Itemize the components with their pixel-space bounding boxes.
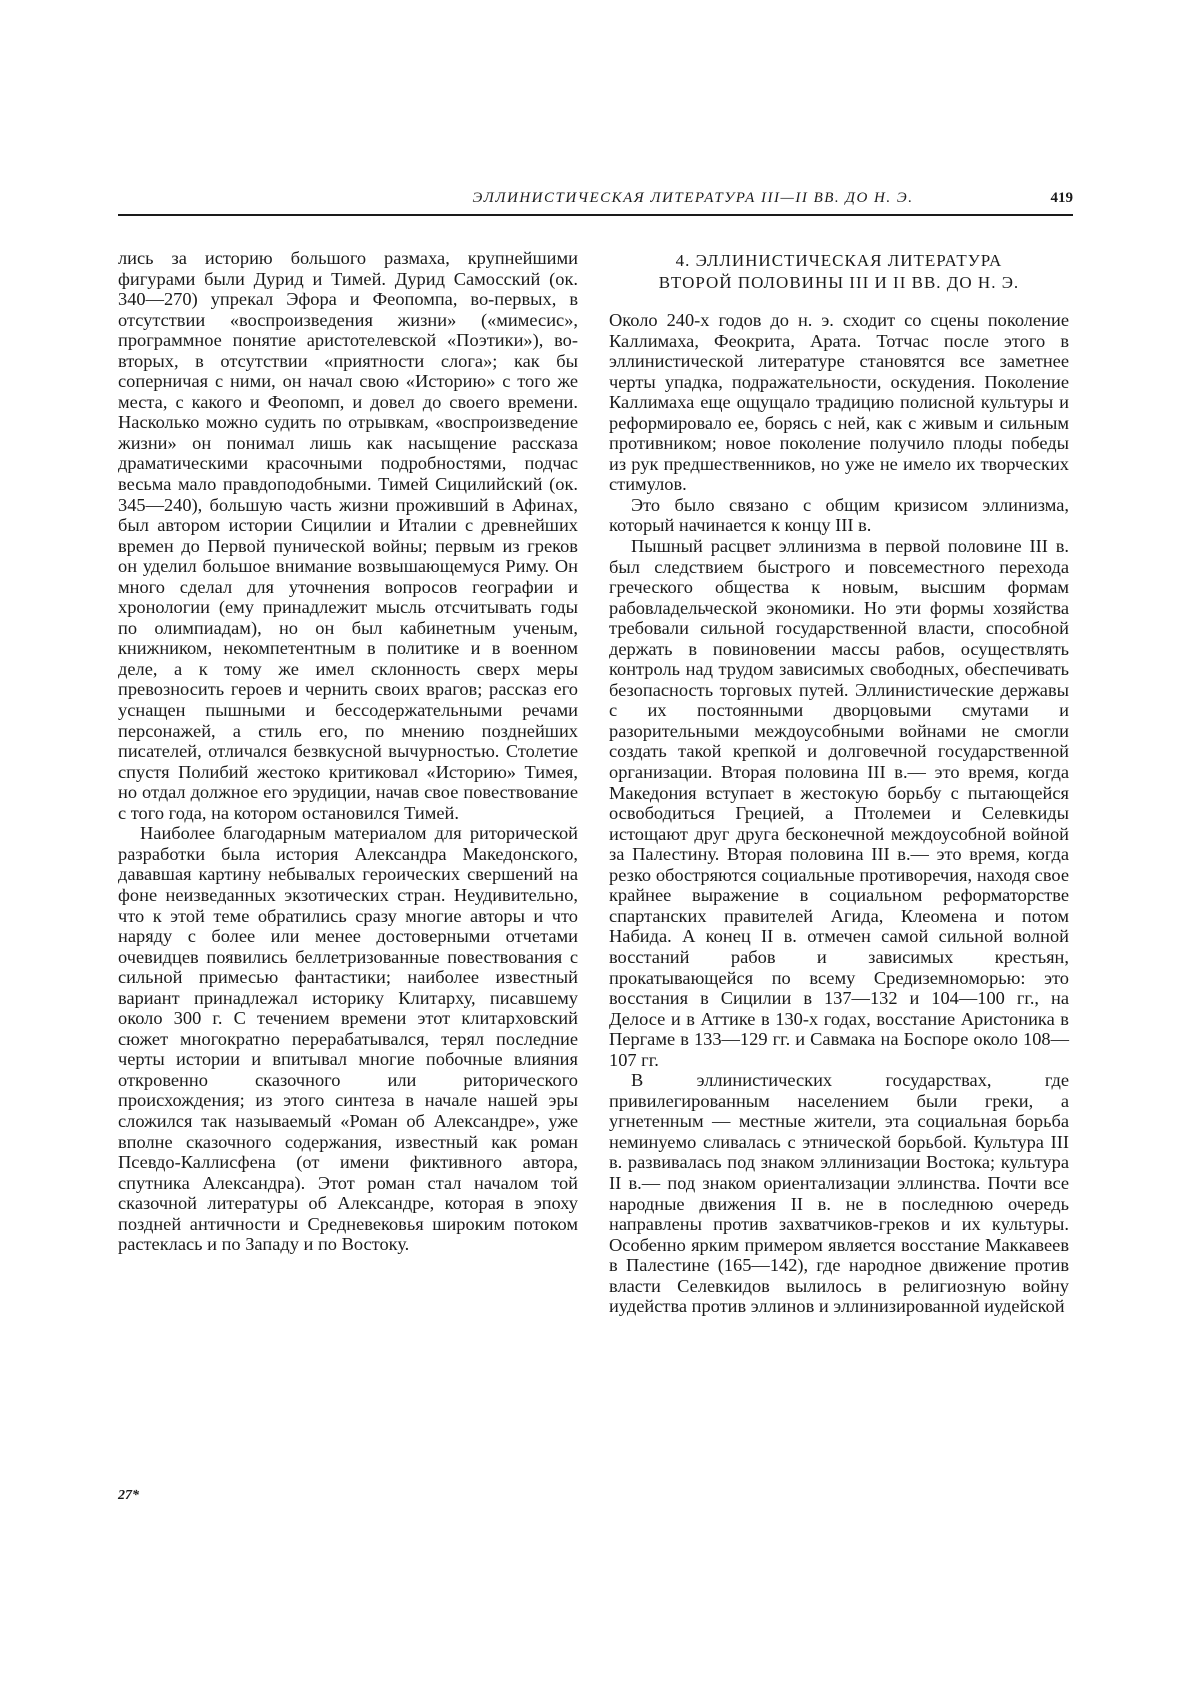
header-rule: [118, 214, 1073, 216]
section-title-line: 4. ЭЛЛИНИСТИЧЕСКАЯ ЛИТЕРАТУРА: [675, 251, 1003, 270]
paragraph: Это было связано с общим кризисом эллинизма, который начинается к концу III в.: [609, 494, 1069, 536]
paragraph: Наиболее благодарным материалом для риторической разработки была история Александра Македонского, дававшая картину небывалых героических свершений на фоне неизведанных экзотических стран. Неудивительно, что к этой теме обратились сразу многие авторы и что наряду с более или менее достоверными отчетами очевидцев появились беллетризованные повествования с сильной примесью фантастики; наиболее известный вариант принадлежал историку Клитарху, писавшему около 300 г. С течением времени этот клитарховский сюжет многократно перерабатывался, терял последние черты истории и впитывал многие побочные влияния откровенно сказочного или риторического происхождения; из этого синтеза в начале нашей эры сложился так называемый «Роман об Александре», уже вполне сказочного содержания, известный как роман Псевдо-Каллисфена (от имени фиктивного автора, спутника Александра). Этот роман стал началом той сказочной литературы об Александре, которая в эпоху поздней античности и Средневековья широким потоком растеклась и по Западу и по Востоку.: [118, 823, 578, 1255]
section-title-line: ВТОРОЙ ПОЛОВИНЫ III И II ВВ. ДО Н. Э.: [658, 273, 1020, 292]
running-title: ЭЛЛИНИСТИЧЕСКАЯ ЛИТЕРАТУРА III—II ВВ. ДО Н. Э.: [472, 190, 914, 206]
paragraph: В эллинистических государствах, где привилегированным населением были греки, а угнетенным — местные жители, эта социальная борьба неминуемо сливалась с этнической борьбой. Культура III в. развивалась под знаком эллинизации Востока; культура II в.— под знаком ориентализации эллинства. Почти все народные движения II в. не в последнюю очередь направлены против захватчиков-греков и их культуры. Особенно ярким примером является восстание Маккавеев в Палестине (165—142), где народное движение против власти Селевкидов вылилось в религиозную войну иудейства против эллинов и эллинизированной иудейской: [609, 1070, 1069, 1317]
left-column: [118, 248, 578, 1255]
section-title: [609, 248, 1069, 294]
page-number: 419: [1050, 190, 1073, 206]
paragraph: Пышный расцвет эллинизма в первой половине III в. был следствием быстрого и повсеместного перехода греческого общества к новым, высшим формам рабовладельческой экономики. Но эти формы хозяйства требовали сильной государственной власти, способной держать в повиновении массы рабов, осуществлять контроль над трудом зависимых свободных, обеспечивать безопасность торговых путей. Эллинистические державы с их постоянными дворцовыми смутами и разорительными междоусобными войнами не смогли создать такой крепкой и долговечной государственной организации. Вторая половина III в.— это время, когда Македония вступает в жестокую борьбу с пытающейся освободиться Грецией, а Птолемеи и Селевкиды истощают друг друга бесконечной междоусобной войной за Палестину. Вторая половина III в.— это время, когда резко обостряются социальные противоречия, находя свое крайнее выражение в социальном реформаторстве спартанских правителей Агида, Клеомена и потом Набида. А конец II в. отмечен самой сильной волной восстаний рабов и зависимых крестьян, прокатывающейся по всему Средиземноморью: это восстания в Сицилии в 137—132 и 104—100 гг., на Делосе и в Аттике в 130-х годах, восстание Аристоника в Пергаме в 133—129 гг. и Савмака на Боспоре около 108—107 гг.: [609, 536, 1069, 1070]
right-column: [609, 248, 1069, 1317]
signature-mark: 27*: [118, 1488, 139, 1503]
paragraph: лись за историю большого размаха, крупнейшими фигурами были Дурид и Тимей. Дурид Самосский (ок. 340—270) упрекал Эфора и Феопомпа, во-первых, в отсутствии «воспроизведения жизни» («мимесис», программное понятие аристотелевской «Поэтики»), во-вторых, в отсутствии «приятности слога»; как бы соперничая с ними, он начал свою «Историю» с того же места, с какого и Феопомп, и довел до своего времени. Насколько можно судить по отрывкам, «воспроизведение жизни» он понимал лишь как насыщение рассказа драматическими красочными подробностями, подчас весьма мало правдоподобными. Тимей Сицилийский (ок. 345—240), большую часть жизни проживший в Афинах, был автором истории Сицилии и Италии с древнейших времен до Первой пунической войны; первым из греков он уделил большое внимание возвышающемуся Риму. Он много сделал для уточнения вопросов географии и хронологии (ему принадлежит мысль отсчитывать годы по олимпиадам), но он был кабинетным ученым, книжником, некомпетентным в политике и в военном деле, а к тому же имел склонность сверх меры превозносить героев и чернить своих врагов; рассказ его уснащен пышными и бессодержательными речами персонажей, а стиль его, по мнению позднейших писателей, отличался безвкусной вычурностью. Столетие спустя Полибий жестоко критиковал «Историю» Тимея, но отдал должное его эрудиции, начав свое повествование с того года, на котором остановился Тимей.: [118, 248, 578, 823]
paragraph: Около 240-х годов до н. э. сходит со сцены поколение Каллимаха, Феокрита, Арата. Тотчас после этого в эллинистической литературе становятся все заметнее черты упадка, подражательности, оскудения. Поколение Каллимаха еще ощущало традицию полисной культуры и реформировало ее, борясь с ней, как с живым и сильным противником; новое поколение получило плоды победы из рук предшественников, но уже не имело их творческих стимулов.: [609, 310, 1069, 495]
